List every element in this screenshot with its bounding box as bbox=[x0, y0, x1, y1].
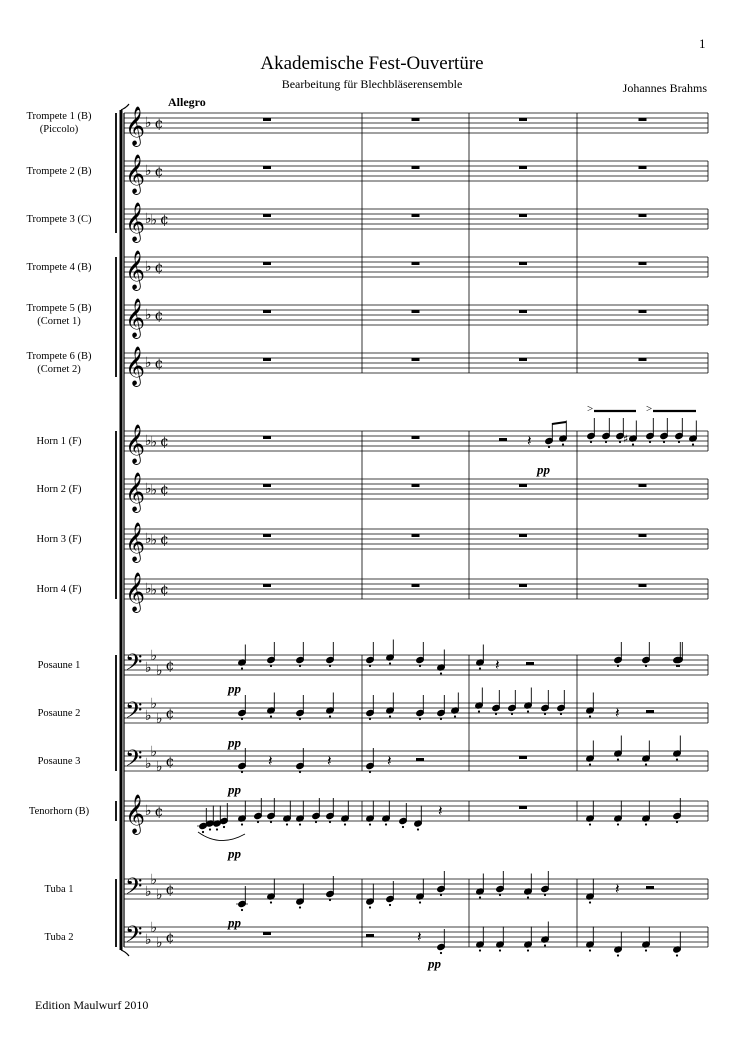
staccato-dot bbox=[440, 718, 442, 720]
staccato-dot bbox=[329, 821, 331, 823]
dynamic-pp: pp bbox=[228, 681, 241, 696]
staccato-dot bbox=[389, 662, 391, 664]
staccato-dot bbox=[241, 823, 243, 825]
staccato-dot bbox=[385, 823, 387, 825]
flat-sign-icon: ♭ bbox=[145, 115, 152, 131]
staccato-dot bbox=[389, 715, 391, 717]
staccato-dot bbox=[589, 901, 591, 903]
cut-time-icon: ¢ bbox=[160, 482, 169, 498]
half-rest-icon bbox=[526, 662, 534, 665]
whole-rest-icon bbox=[519, 310, 527, 313]
flat-sign-icon: ♭ bbox=[145, 163, 152, 179]
staccato-dot bbox=[299, 665, 301, 667]
quarter-rest-icon: 𝄽 bbox=[527, 432, 532, 450]
cut-time-icon: ¢ bbox=[154, 260, 164, 276]
staccato-dot bbox=[329, 899, 331, 901]
staccato-dot bbox=[419, 718, 421, 720]
whole-rest-icon bbox=[412, 310, 420, 313]
staccato-dot bbox=[589, 823, 591, 825]
cut-time-icon: ¢ bbox=[154, 164, 164, 180]
whole-rest-icon bbox=[412, 534, 420, 537]
staccato-dot bbox=[645, 949, 647, 951]
staccato-dot bbox=[499, 894, 501, 896]
accent-icon: > bbox=[587, 403, 594, 415]
quarter-rest-icon: 𝄽 bbox=[615, 704, 620, 722]
flat-sign-icon: ♭ bbox=[145, 531, 152, 547]
flat-sign-icon: ♭ bbox=[156, 935, 163, 951]
cut-time-icon: ¢ bbox=[165, 706, 175, 722]
staccato-dot bbox=[286, 823, 288, 825]
whole-rest-icon bbox=[412, 262, 420, 265]
flat-sign-icon: ♭ bbox=[156, 663, 163, 679]
flat-sign-icon: ♭ bbox=[150, 744, 158, 760]
treble-clef-icon: 𝄞 bbox=[125, 572, 146, 612]
treble-clef-icon: 𝄞 bbox=[125, 522, 146, 562]
whole-rest-icon bbox=[639, 118, 647, 121]
staccato-dot bbox=[511, 713, 513, 715]
flat-sign-icon: ♭ bbox=[145, 932, 152, 948]
staccato-dot bbox=[440, 672, 442, 674]
staccato-dot bbox=[369, 718, 371, 720]
whole-rest-icon bbox=[519, 358, 527, 361]
treble-clef-icon: 𝄞 bbox=[125, 794, 146, 834]
staccato-dot bbox=[589, 715, 591, 717]
instrument-name: Posaune 1 bbox=[37, 659, 81, 671]
staccato-dot bbox=[676, 954, 678, 956]
cut-time-icon: ¢ bbox=[154, 116, 164, 132]
whole-rest-icon bbox=[412, 584, 420, 587]
instrument-name: Posaune 3 bbox=[37, 755, 81, 767]
flat-sign-icon: ♭ bbox=[150, 582, 158, 599]
staccato-dot bbox=[676, 821, 678, 823]
staccato-dot bbox=[544, 713, 546, 715]
whole-rest-icon bbox=[263, 436, 271, 439]
whole-rest-icon bbox=[263, 118, 271, 121]
instrument-name: Trompete 3 (C) bbox=[26, 213, 92, 225]
whole-rest-icon bbox=[639, 214, 647, 217]
treble-clef-icon: 𝄞 bbox=[125, 250, 146, 290]
composer-name: Johannes Brahms bbox=[622, 81, 707, 95]
whole-rest-icon bbox=[412, 214, 420, 217]
instrument-name: Horn 2 (F) bbox=[36, 483, 82, 495]
instrument-name: Tenorhorn (B) bbox=[28, 805, 90, 817]
whole-rest-icon bbox=[263, 584, 271, 587]
staccato-dot bbox=[419, 665, 421, 667]
cut-time-icon: ¢ bbox=[160, 212, 169, 228]
dynamic-pp: pp bbox=[228, 915, 241, 930]
half-rest-icon bbox=[499, 438, 507, 441]
staccato-dot bbox=[344, 823, 346, 825]
whole-rest-icon bbox=[639, 358, 647, 361]
staccato-dot bbox=[209, 828, 211, 830]
flat-sign-icon: ♭ bbox=[145, 433, 152, 449]
staccato-dot bbox=[678, 665, 680, 667]
bass-clef-icon: 𝄢 bbox=[125, 746, 143, 777]
staccato-dot bbox=[676, 758, 678, 760]
treble-clef-icon: 𝄞 bbox=[125, 106, 146, 146]
whole-rest-icon bbox=[519, 214, 527, 217]
cut-time-icon: ¢ bbox=[165, 882, 175, 898]
staccato-dot bbox=[589, 949, 591, 951]
staccato-dot bbox=[649, 441, 651, 443]
staccato-dot bbox=[619, 441, 621, 443]
staccato-dot bbox=[440, 894, 442, 896]
staccato-dot bbox=[645, 665, 647, 667]
cut-time-icon: ¢ bbox=[154, 356, 164, 372]
whole-rest-icon bbox=[412, 166, 420, 169]
staccato-dot bbox=[270, 715, 272, 717]
staccato-dot bbox=[590, 441, 592, 443]
bass-clef-icon: 𝄢 bbox=[125, 698, 143, 729]
flat-sign-icon: ♭ bbox=[145, 803, 152, 819]
staccato-dot bbox=[617, 665, 619, 667]
accent-icon: > bbox=[646, 403, 653, 415]
treble-clef-icon: 𝄞 bbox=[125, 298, 146, 338]
half-rest-icon bbox=[646, 710, 654, 713]
dynamic-pp: pp bbox=[228, 782, 241, 797]
flat-sign-icon: ♭ bbox=[145, 307, 152, 323]
whole-rest-icon bbox=[519, 534, 527, 537]
staccato-dot bbox=[216, 828, 218, 830]
cut-time-icon: ¢ bbox=[160, 434, 169, 450]
instrument-name: Trompete 4 (B) bbox=[26, 261, 92, 273]
flat-sign-icon: ♭ bbox=[145, 660, 152, 676]
flat-sign-icon: ♭ bbox=[145, 884, 152, 900]
flat-sign-icon: ♭ bbox=[145, 581, 152, 597]
instrument-name: Trompete 6 (B) (Cornet 2) bbox=[26, 351, 92, 375]
quarter-rest-icon: 𝄽 bbox=[387, 752, 392, 770]
quarter-rest-icon: 𝄽 bbox=[495, 656, 500, 674]
staccato-dot bbox=[663, 441, 665, 443]
flat-sign-icon: ♭ bbox=[150, 648, 158, 664]
treble-clef-icon: 𝄞 bbox=[125, 472, 146, 512]
staccato-dot bbox=[419, 901, 421, 903]
staccato-dot bbox=[257, 821, 259, 823]
staccato-dot bbox=[402, 826, 404, 828]
whole-rest-icon bbox=[263, 358, 271, 361]
instrument-name: Posaune 2 bbox=[37, 707, 81, 719]
whole-rest-icon bbox=[519, 806, 527, 809]
flat-sign-icon: ♭ bbox=[150, 920, 158, 936]
flat-sign-icon: ♭ bbox=[145, 708, 152, 724]
dynamic-pp: pp bbox=[537, 462, 550, 477]
beam bbox=[552, 422, 566, 424]
whole-rest-icon bbox=[263, 214, 271, 217]
accidental-icon: ♯ bbox=[623, 432, 629, 446]
whole-rest-icon bbox=[639, 310, 647, 313]
page-number: 1 bbox=[699, 36, 706, 51]
cut-time-icon: ¢ bbox=[154, 804, 164, 820]
staccato-dot bbox=[389, 904, 391, 906]
whole-rest-icon bbox=[263, 262, 271, 265]
cut-time-icon: ¢ bbox=[165, 930, 175, 946]
quarter-rest-icon: 𝄽 bbox=[327, 752, 332, 770]
staccato-dot bbox=[270, 821, 272, 823]
staccato-dot bbox=[299, 823, 301, 825]
flat-sign-icon: ♭ bbox=[150, 696, 158, 712]
treble-clef-icon: 𝄞 bbox=[125, 154, 146, 194]
staccato-dot bbox=[544, 894, 546, 896]
whole-rest-icon bbox=[412, 118, 420, 121]
staccato-dot bbox=[605, 441, 607, 443]
whole-rest-icon bbox=[263, 310, 271, 313]
flat-sign-icon: ♭ bbox=[145, 355, 152, 371]
whole-rest-icon bbox=[519, 118, 527, 121]
cut-time-icon: ¢ bbox=[165, 658, 175, 674]
whole-rest-icon bbox=[412, 436, 420, 439]
staccato-dot bbox=[440, 952, 442, 954]
whole-rest-icon bbox=[639, 166, 647, 169]
whole-rest-icon bbox=[412, 358, 420, 361]
flat-sign-icon: ♭ bbox=[150, 532, 158, 549]
flat-sign-icon: ♭ bbox=[150, 434, 158, 451]
staccato-dot bbox=[560, 713, 562, 715]
quarter-rest-icon: 𝄽 bbox=[268, 752, 273, 770]
flat-sign-icon: ♭ bbox=[156, 711, 163, 727]
flat-sign-icon: ♭ bbox=[150, 212, 158, 229]
instrument-name: Trompete 1 (B) (Piccolo) bbox=[26, 111, 92, 135]
staccato-dot bbox=[329, 715, 331, 717]
whole-rest-icon bbox=[639, 262, 647, 265]
cut-time-icon: ¢ bbox=[154, 308, 164, 324]
flat-sign-icon: ♭ bbox=[145, 481, 152, 497]
staccato-dot bbox=[299, 771, 301, 773]
whole-rest-icon bbox=[519, 166, 527, 169]
treble-clef-icon: 𝄞 bbox=[125, 346, 146, 386]
whole-rest-icon bbox=[519, 484, 527, 487]
flat-sign-icon: ♭ bbox=[150, 872, 158, 888]
staccato-dot bbox=[315, 821, 317, 823]
flat-sign-icon: ♭ bbox=[145, 259, 152, 275]
staccato-dot bbox=[692, 443, 694, 445]
whole-rest-icon bbox=[639, 534, 647, 537]
quarter-rest-icon: 𝄽 bbox=[438, 802, 443, 820]
whole-rest-icon bbox=[263, 484, 271, 487]
instrument-name: Tuba 1 bbox=[44, 883, 74, 895]
staccato-dot bbox=[369, 771, 371, 773]
quarter-rest-icon: 𝄽 bbox=[615, 880, 620, 898]
staccato-dot bbox=[202, 831, 204, 833]
flat-sign-icon: ♭ bbox=[150, 482, 158, 499]
slur bbox=[198, 832, 245, 841]
staccato-dot bbox=[527, 710, 529, 712]
staccato-dot bbox=[632, 443, 634, 445]
staccato-dot bbox=[241, 909, 243, 911]
whole-rest-icon bbox=[412, 484, 420, 487]
half-rest-icon bbox=[646, 886, 654, 889]
staccato-dot bbox=[223, 826, 225, 828]
instrument-name: Tuba 2 bbox=[44, 931, 74, 943]
whole-rest-icon bbox=[263, 166, 271, 169]
staccato-dot bbox=[544, 944, 546, 946]
treble-clef-icon: 𝄞 bbox=[125, 424, 146, 464]
whole-rest-icon bbox=[519, 756, 527, 759]
staccato-dot bbox=[527, 949, 529, 951]
whole-rest-icon bbox=[263, 932, 271, 935]
staccato-dot bbox=[676, 665, 678, 667]
staccato-dot bbox=[299, 718, 301, 720]
staccato-dot bbox=[617, 954, 619, 956]
bass-clef-icon: 𝄢 bbox=[125, 922, 143, 953]
whole-rest-icon bbox=[639, 484, 647, 487]
staccato-dot bbox=[495, 713, 497, 715]
staccato-dot bbox=[241, 771, 243, 773]
whole-rest-icon bbox=[519, 584, 527, 587]
cut-time-icon: ¢ bbox=[160, 582, 169, 598]
staccato-dot bbox=[617, 758, 619, 760]
instrument-name: Horn 4 (F) bbox=[36, 583, 82, 595]
score-subtitle: Bearbeitung für Blechbläserensemble bbox=[281, 77, 463, 91]
staccato-dot bbox=[270, 901, 272, 903]
quarter-rest-icon: 𝄽 bbox=[417, 928, 422, 946]
staccato-dot bbox=[417, 828, 419, 830]
instrument-name: Trompete 5 (B) (Cornet 1) bbox=[26, 303, 92, 327]
bass-clef-icon: 𝄢 bbox=[125, 650, 143, 681]
whole-rest-icon bbox=[263, 534, 271, 537]
staccato-dot bbox=[369, 665, 371, 667]
flat-sign-icon: ♭ bbox=[156, 759, 163, 775]
staccato-dot bbox=[589, 763, 591, 765]
staccato-dot bbox=[562, 443, 564, 445]
staccato-dot bbox=[241, 718, 243, 720]
bass-clef-icon: 𝄢 bbox=[125, 874, 143, 905]
staccato-dot bbox=[499, 949, 501, 951]
staccato-dot bbox=[617, 823, 619, 825]
half-rest-icon bbox=[416, 758, 424, 761]
half-rest-icon bbox=[366, 934, 374, 937]
flat-sign-icon: ♭ bbox=[145, 211, 152, 227]
flat-sign-icon: ♭ bbox=[156, 887, 163, 903]
staccato-dot bbox=[678, 441, 680, 443]
staccato-dot bbox=[329, 665, 331, 667]
tempo-marking: Allegro bbox=[168, 95, 206, 109]
instrument-name: Trompete 2 (B) bbox=[26, 165, 92, 177]
staccato-dot bbox=[479, 949, 481, 951]
whole-rest-icon bbox=[639, 584, 647, 587]
flat-sign-icon: ♭ bbox=[145, 756, 152, 772]
cut-time-icon: ¢ bbox=[165, 754, 175, 770]
edition-footer: Edition Maulwurf 2010 bbox=[35, 998, 149, 1012]
staccato-dot bbox=[454, 715, 456, 717]
cut-time-icon: ¢ bbox=[160, 532, 169, 548]
treble-clef-icon: 𝄞 bbox=[125, 202, 146, 242]
staccato-dot bbox=[369, 823, 371, 825]
staccato-dot bbox=[270, 665, 272, 667]
staccato-dot bbox=[369, 906, 371, 908]
dynamic-pp: pp bbox=[228, 846, 241, 861]
staccato-dot bbox=[645, 763, 647, 765]
dynamic-pp: pp bbox=[428, 956, 441, 971]
staccato-dot bbox=[479, 667, 481, 669]
staccato-dot bbox=[299, 906, 301, 908]
staccato-dot bbox=[241, 667, 243, 669]
instrument-name: Horn 1 (F) bbox=[36, 435, 82, 447]
staccato-dot bbox=[478, 710, 480, 712]
staccato-dot bbox=[479, 896, 481, 898]
staccato-dot bbox=[527, 896, 529, 898]
instrument-name: Horn 3 (F) bbox=[36, 533, 82, 545]
dynamic-pp: pp bbox=[228, 735, 241, 750]
score-title: Akademische Fest-Ouvertüre bbox=[260, 53, 484, 74]
staccato-dot bbox=[645, 823, 647, 825]
whole-rest-icon bbox=[519, 262, 527, 265]
staccato-dot bbox=[548, 446, 550, 448]
